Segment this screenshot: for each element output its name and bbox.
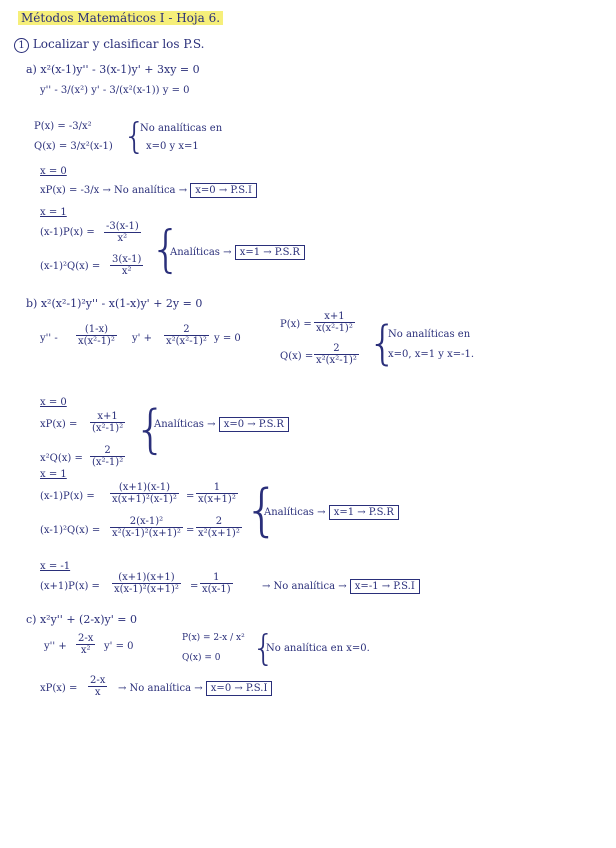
part-b-case3-frac2: 1 x(x-1) bbox=[202, 572, 231, 595]
brace: { bbox=[244, 478, 280, 543]
part-b-case1-result: x=0 → P.S.R bbox=[219, 417, 289, 432]
part-b-case1-q-frac: 2 (x²-1)² bbox=[92, 445, 124, 468]
exercise-heading bbox=[14, 38, 204, 53]
part-b-std-mid: y' + bbox=[132, 333, 152, 344]
part-b-case2-title: x = 1 bbox=[40, 469, 67, 480]
part-b-case2-p-lhs: (x-1)P(x) = bbox=[40, 491, 95, 502]
part-b-case2-p-frac2: 1 x(x+1)² bbox=[198, 482, 236, 505]
part-c-P: P(x) = 2-x / x² bbox=[182, 633, 245, 643]
part-b-case3-line bbox=[262, 582, 420, 592]
part-b-case2-q-lhs: (x-1)²Q(x) = bbox=[40, 525, 101, 536]
part-c-note: No analítica en x=0. bbox=[266, 643, 370, 654]
brace: { bbox=[368, 316, 398, 370]
part-a-case2-p-frac: -3(x-1) x² bbox=[106, 221, 139, 244]
part-a-note2: x=0 y x=1 bbox=[146, 141, 199, 152]
part-b-std-right: y = 0 bbox=[214, 333, 241, 344]
part-c-Q: Q(x) = 0 bbox=[182, 653, 221, 663]
part-b-case1-line bbox=[154, 420, 289, 430]
part-c-case-lhs: xP(x) = bbox=[40, 683, 78, 694]
part-b-heading bbox=[26, 298, 202, 309]
part-b-Q-frac: 2 x²(x²-1)² bbox=[316, 343, 357, 366]
part-a-case2-result: x=1 → P.S.R bbox=[235, 245, 305, 260]
part-c-std-left: y'' + bbox=[44, 641, 67, 652]
part-c-case-line bbox=[118, 684, 272, 694]
notes-page: Métodos Matemáticos I - Hoja 6. 1 Localizar y clasificar los P.S. a) x²(x-1)y'' - 3(x-1)y' + 3xy = 0 y'' - 3/(x²) y' - 3/(x²(x-1)) y = 0 P(x) = -3/x² Q(x) = 3/x²(x-1) { No analíticas en x=0 y x=1 x = 0 xP(x) = -3/x → No analítica → x=0 → P.S.I x = 1 (x-1)P(x) = -3(x-1) x² (x-1)²Q(x) = 3(x-1) x² { Analíticas → x=1 → P.S.R b) x²(x²-1)²y'' - x(1-x)y' + 2y = 0 y'' - (1-x) x(x²-1)² y' + 2 x²(x²-1)² y = 0 P(x) = x+1 x(x²-1)² Q(x) = 2 x²(x²-1)² { No analíticas en x=0, x=1 y x=-1. x = 0 xP(x) = x+1 (x²-1)² x²Q(x) = 2 (x²-1)² { Analíticas → x=0 → P.S.R x = 1 (x-1)P(x) = (x+1)(x-1) x(x+1)²(x-1)² = 1 x(x+1)² (x-1)²Q(x) = 2(x-1)² x²(x-1)²(x+1)² = 2 x²(x+1)² { Analíticas → x=1 → P.S.R x = -1 (x+1)P(x) = (x+1)(x+1) x(x-1)²(x+1)² = 1 x(x-1) → No analítica → x=-1 → P.S.I c) x²y'' + (2-x)y' = 0 y'' + 2-x x² y' = 0 P(x) = 2-x / x² Q(x) = 0 { No analítica en x=0. xP(x) = 2-x x → No analítica → x=0 → P.S.I bbox=[0, 0, 616, 848]
part-b-std-frac2: 2 x²(x²-1)² bbox=[166, 324, 207, 347]
part-a-P: P(x) = -3/x² bbox=[34, 121, 92, 132]
part-a-case2-line bbox=[170, 248, 305, 258]
exercise-number: 1 bbox=[14, 38, 29, 53]
part-b-Q-lhs: Q(x) = bbox=[280, 351, 314, 362]
part-a-standard-form: y'' - 3/(x²) y' - 3/(x²(x-1)) y = 0 bbox=[40, 85, 190, 96]
part-c-case-note: → No analítica → bbox=[118, 683, 203, 694]
brace: { bbox=[252, 628, 275, 669]
part-b-case2-note: Analíticas → bbox=[264, 507, 326, 518]
part-a-equation: x²(x-1)y'' - 3(x-1)y' + 3xy = 0 bbox=[40, 63, 200, 76]
part-b-case3-frac: (x+1)(x+1) x(x-1)²(x+1)² bbox=[114, 572, 179, 595]
part-a-case2-q-lhs: (x-1)²Q(x) = bbox=[40, 261, 101, 272]
part-b-P-lhs: P(x) = bbox=[280, 319, 312, 330]
part-b-case3-lhs: (x+1)P(x) = bbox=[40, 581, 100, 592]
part-c-std-frac: 2-x x² bbox=[78, 633, 94, 656]
part-c-equation: x²y'' + (2-x)y' = 0 bbox=[39, 613, 137, 626]
part-b-P-frac: x+1 x(x²-1)² bbox=[316, 311, 353, 334]
part-a-case2-note: Analíticas → bbox=[170, 247, 232, 258]
part-b-std-frac1: (1-x) x(x²-1)² bbox=[78, 324, 115, 347]
part-a-case2-title: x = 1 bbox=[40, 207, 67, 218]
part-b-case3-result: x=-1 → P.S.I bbox=[350, 579, 420, 594]
part-c-label: c) bbox=[26, 613, 37, 626]
part-b-label: b) bbox=[26, 297, 38, 310]
part-b-case2-line bbox=[264, 508, 399, 518]
part-b-case1-title: x = 0 bbox=[40, 397, 67, 408]
part-b-case1-p-frac: x+1 (x²-1)² bbox=[92, 411, 124, 434]
part-b-std-left: y'' - bbox=[40, 333, 58, 344]
brace: { bbox=[150, 220, 182, 278]
exercise-text: Localizar y clasificar los P.S. bbox=[32, 37, 205, 51]
brace: { bbox=[134, 400, 168, 460]
part-b-note2: x=0, x=1 y x=-1. bbox=[388, 349, 475, 360]
part-a-label: a) bbox=[26, 63, 37, 76]
part-b-equation: x²(x²-1)²y'' - x(1-x)y' + 2y = 0 bbox=[40, 297, 203, 310]
page-title: Métodos Matemáticos I - Hoja 6. bbox=[18, 12, 223, 24]
part-a-note1: No analíticas en bbox=[140, 123, 223, 134]
brace: { bbox=[123, 116, 146, 157]
part-a-case1-title: x = 0 bbox=[40, 166, 67, 177]
part-c-std-right: y' = 0 bbox=[104, 641, 134, 652]
part-b-case3-note: → No analítica → bbox=[262, 581, 347, 592]
part-b-case2-p-frac: (x+1)(x-1) x(x+1)²(x-1)² bbox=[112, 482, 177, 505]
part-a-heading bbox=[26, 64, 200, 75]
part-a-case1-line bbox=[40, 186, 257, 196]
part-b-case1-q-lhs: x²Q(x) = bbox=[40, 453, 83, 464]
part-b-case1-note: Analíticas → bbox=[154, 419, 216, 430]
part-a-case1-result: x=0 → P.S.I bbox=[190, 183, 257, 198]
part-b-case3-title: x = -1 bbox=[40, 561, 71, 572]
part-a-Q: Q(x) = 3/x²(x-1) bbox=[34, 141, 113, 152]
part-c-case-frac: 2-x x bbox=[90, 675, 106, 698]
part-a-case2-p-lhs: (x-1)P(x) = bbox=[40, 227, 95, 238]
part-c-heading bbox=[26, 614, 137, 625]
part-b-case1-p-lhs: xP(x) = bbox=[40, 419, 78, 430]
part-b-case2-q-frac: 2(x-1)² x²(x-1)²(x+1)² bbox=[112, 516, 181, 539]
part-a-case2-q-frac: 3(x-1) x² bbox=[112, 254, 142, 277]
part-b-note1: No analíticas en bbox=[388, 329, 471, 340]
part-b-case2-q-frac2: 2 x²(x+1)² bbox=[198, 516, 240, 539]
part-b-case2-result: x=1 → P.S.R bbox=[329, 505, 399, 520]
part-c-case-result: x=0 → P.S.I bbox=[206, 681, 273, 696]
part-a-case1-text: xP(x) = -3/x → No analítica → bbox=[40, 185, 188, 196]
